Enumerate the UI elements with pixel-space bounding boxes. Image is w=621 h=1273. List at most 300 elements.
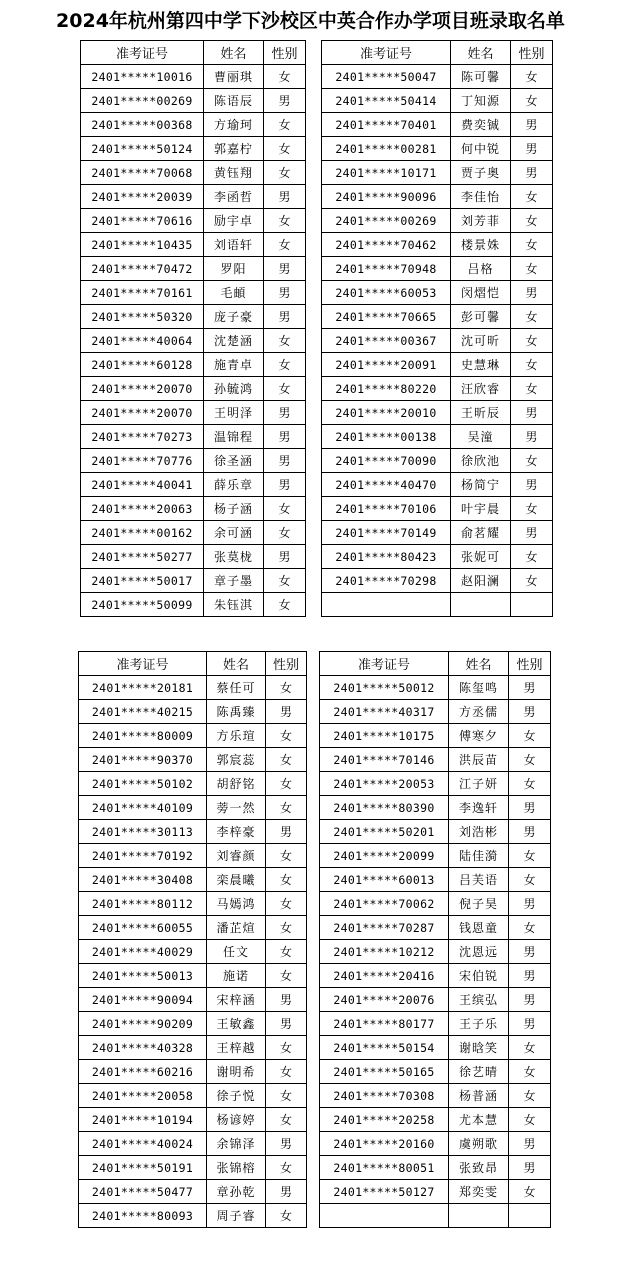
student-name-cell: 杨谚婷 <box>207 1108 266 1132</box>
student-name-cell: 潘芷煊 <box>207 916 266 940</box>
exam-id-cell: 2401*****80423 <box>322 545 451 569</box>
exam-id-cell: 2401*****70090 <box>322 449 451 473</box>
exam-id-cell: 2401*****50191 <box>79 1156 207 1180</box>
table-row <box>320 964 551 988</box>
header-exam-id: 准考证号 <box>79 652 207 676</box>
exam-id-cell: 2401*****70287 <box>320 916 449 940</box>
gender-cell: 女 <box>264 377 306 401</box>
exam-id-cell: 2401*****30408 <box>79 868 207 892</box>
student-name-cell: 章孙乾 <box>207 1180 266 1204</box>
table-row <box>81 257 306 281</box>
exam-id-cell: 2401*****20160 <box>320 1132 449 1156</box>
table-row <box>79 892 307 916</box>
table-row <box>322 329 553 353</box>
table-row <box>81 89 306 113</box>
gender-cell: 女 <box>511 353 553 377</box>
exam-id-cell: 2401*****50102 <box>79 772 207 796</box>
gender-cell: 女 <box>509 748 551 772</box>
table-row <box>320 1012 551 1036</box>
gender-cell: 男 <box>509 820 551 844</box>
table-row <box>81 569 306 593</box>
admission-table-bottom-right <box>319 651 551 1228</box>
gender-cell: 女 <box>264 209 306 233</box>
student-name-cell: 郭嘉柠 <box>204 137 264 161</box>
exam-id-cell: 2401*****00138 <box>322 425 451 449</box>
gender-cell: 男 <box>511 521 553 545</box>
gender-cell: 女 <box>266 1060 307 1084</box>
gender-cell: 男 <box>264 305 306 329</box>
exam-id-cell: 2401*****90094 <box>79 988 207 1012</box>
table-row <box>320 724 551 748</box>
exam-id-cell: 2401*****50099 <box>81 593 204 617</box>
exam-id-cell: 2401*****00368 <box>81 113 204 137</box>
gender-cell: 男 <box>266 820 307 844</box>
table-row <box>79 772 307 796</box>
gender-cell: 女 <box>511 65 553 89</box>
exam-id-cell: 2401*****50127 <box>320 1180 449 1204</box>
table-row <box>322 473 553 497</box>
student-name-cell: 谢明希 <box>207 1060 266 1084</box>
student-name-cell: 郑奕雯 <box>449 1180 509 1204</box>
exam-id-cell: 2401*****50012 <box>320 676 449 700</box>
student-name-cell: 张妮可 <box>451 545 511 569</box>
table-row <box>81 185 306 209</box>
table-row <box>79 1084 307 1108</box>
exam-id-cell: 2401*****60013 <box>320 868 449 892</box>
student-name-cell: 虞朔歌 <box>449 1132 509 1156</box>
student-name-cell: 李逸轩 <box>449 796 509 820</box>
exam-id-cell: 2401*****50165 <box>320 1060 449 1084</box>
student-name-cell: 陈玺鸣 <box>449 676 509 700</box>
header-exam-id: 准考证号 <box>322 41 451 65</box>
exam-id-cell: 2401*****50154 <box>320 1036 449 1060</box>
exam-id-cell: 2401*****70401 <box>322 113 451 137</box>
table-row <box>81 305 306 329</box>
exam-id-cell: 2401*****80177 <box>320 1012 449 1036</box>
gender-cell: 女 <box>509 868 551 892</box>
exam-id-cell: 2401*****70149 <box>322 521 451 545</box>
admission-table-top-right <box>321 40 553 617</box>
exam-id-cell: 2401*****20091 <box>322 353 451 377</box>
table-row <box>320 1036 551 1060</box>
gender-cell: 女 <box>511 305 553 329</box>
table-row <box>322 305 553 329</box>
gender-cell: 男 <box>264 185 306 209</box>
student-name-cell: 李函哲 <box>204 185 264 209</box>
student-name-cell <box>449 1204 509 1228</box>
gender-cell: 男 <box>509 1012 551 1036</box>
exam-id-cell: 2401*****20063 <box>81 497 204 521</box>
table-row <box>320 1156 551 1180</box>
gender-cell: 女 <box>266 1156 307 1180</box>
table-row <box>320 1180 551 1204</box>
student-name-cell: 何中锐 <box>451 137 511 161</box>
student-name-cell: 陈语辰 <box>204 89 264 113</box>
student-name-cell: 俞茗耀 <box>451 521 511 545</box>
gender-cell: 女 <box>264 65 306 89</box>
gender-cell: 男 <box>509 940 551 964</box>
exam-id-cell: 2401*****50414 <box>322 89 451 113</box>
exam-id-cell: 2401*****70106 <box>322 497 451 521</box>
gender-cell: 女 <box>264 233 306 257</box>
gender-cell: 男 <box>509 676 551 700</box>
exam-id-cell: 2401*****50017 <box>81 569 204 593</box>
gender-cell: 女 <box>509 1036 551 1060</box>
gender-cell: 女 <box>264 113 306 137</box>
gender-cell: 男 <box>511 113 553 137</box>
gender-cell: 女 <box>511 329 553 353</box>
student-name-cell: 蒡一然 <box>207 796 266 820</box>
exam-id-cell: 2401*****70616 <box>81 209 204 233</box>
exam-id-cell: 2401*****40470 <box>322 473 451 497</box>
exam-id-cell: 2401*****00367 <box>322 329 451 353</box>
table-row <box>320 748 551 772</box>
exam-id-cell: 2401*****60216 <box>79 1060 207 1084</box>
student-name-cell: 沈楚涵 <box>204 329 264 353</box>
student-name-cell: 倪子昊 <box>449 892 509 916</box>
table-row <box>322 257 553 281</box>
student-name-cell: 方乐瑄 <box>207 724 266 748</box>
table-row <box>81 497 306 521</box>
exam-id-cell: 2401*****10175 <box>320 724 449 748</box>
student-name-cell: 李梓豪 <box>207 820 266 844</box>
student-name-cell: 王缤弘 <box>449 988 509 1012</box>
table-row <box>322 161 553 185</box>
header-name: 姓名 <box>207 652 266 676</box>
student-name-cell: 彭可馨 <box>451 305 511 329</box>
gender-cell: 女 <box>511 209 553 233</box>
exam-id-cell: 2401*****70146 <box>320 748 449 772</box>
student-name-cell: 朱钰淇 <box>204 593 264 617</box>
table-row <box>79 1108 307 1132</box>
gender-cell: 女 <box>266 676 307 700</box>
header-gender: 性别 <box>266 652 307 676</box>
gender-cell: 女 <box>266 1036 307 1060</box>
table-row <box>81 449 306 473</box>
exam-id-cell: 2401*****60053 <box>322 281 451 305</box>
table-row <box>81 353 306 377</box>
table-row <box>320 916 551 940</box>
exam-id-cell: 2401*****20070 <box>81 377 204 401</box>
student-name-cell: 施青卓 <box>204 353 264 377</box>
gender-cell: 男 <box>264 281 306 305</box>
student-name-cell: 王梓越 <box>207 1036 266 1060</box>
gender-cell: 女 <box>511 545 553 569</box>
table-row <box>322 209 553 233</box>
student-name-cell: 尤本慧 <box>449 1108 509 1132</box>
table-row <box>320 892 551 916</box>
table-row <box>81 233 306 257</box>
gender-cell: 女 <box>266 964 307 988</box>
header-name: 姓名 <box>204 41 264 65</box>
student-name-cell: 王明泽 <box>204 401 264 425</box>
exam-id-cell: 2401*****80009 <box>79 724 207 748</box>
table-header-row <box>322 41 553 65</box>
exam-id-cell: 2401*****40109 <box>79 796 207 820</box>
table-row <box>322 113 553 137</box>
table-row <box>322 377 553 401</box>
gender-cell <box>509 1204 551 1228</box>
gender-cell: 男 <box>266 1012 307 1036</box>
gender-cell: 男 <box>266 1180 307 1204</box>
table-row <box>79 868 307 892</box>
table-row <box>79 1132 307 1156</box>
student-name-cell: 周子睿 <box>207 1204 266 1228</box>
table-row <box>322 65 553 89</box>
gender-cell: 女 <box>266 1204 307 1228</box>
gender-cell: 女 <box>509 1108 551 1132</box>
student-name-cell: 沈可昕 <box>451 329 511 353</box>
student-name-cell: 张锦榕 <box>207 1156 266 1180</box>
header-exam-id: 准考证号 <box>320 652 449 676</box>
exam-id-cell: 2401*****30113 <box>79 820 207 844</box>
table-row <box>320 820 551 844</box>
table-row <box>81 161 306 185</box>
gender-cell: 男 <box>264 473 306 497</box>
student-name-cell: 刘语轩 <box>204 233 264 257</box>
gender-cell: 女 <box>511 233 553 257</box>
exam-id-cell: 2401*****20258 <box>320 1108 449 1132</box>
gender-cell: 女 <box>264 521 306 545</box>
exam-id-cell: 2401*****00162 <box>81 521 204 545</box>
exam-id-cell: 2401*****80390 <box>320 796 449 820</box>
student-name-cell: 杨子涵 <box>204 497 264 521</box>
exam-id-cell: 2401*****90096 <box>322 185 451 209</box>
student-name-cell: 励宇卓 <box>204 209 264 233</box>
table-row <box>320 868 551 892</box>
exam-id-cell: 2401*****10194 <box>79 1108 207 1132</box>
exam-id-cell: 2401*****70776 <box>81 449 204 473</box>
gender-cell: 男 <box>264 257 306 281</box>
gender-cell: 女 <box>264 329 306 353</box>
exam-id-cell: 2401*****20070 <box>81 401 204 425</box>
gender-cell: 女 <box>509 724 551 748</box>
gender-cell: 女 <box>264 161 306 185</box>
table-row <box>81 521 306 545</box>
gender-cell: 女 <box>266 892 307 916</box>
student-name-cell: 费奕铖 <box>451 113 511 137</box>
gender-cell: 男 <box>509 1132 551 1156</box>
table-row <box>79 1204 307 1228</box>
exam-id-cell: 2401*****00281 <box>322 137 451 161</box>
exam-id-cell: 2401*****10212 <box>320 940 449 964</box>
table-row <box>81 281 306 305</box>
exam-id-cell: 2401*****80051 <box>320 1156 449 1180</box>
student-name-cell: 方瑜珂 <box>204 113 264 137</box>
exam-id-cell: 2401*****50477 <box>79 1180 207 1204</box>
student-name-cell: 徐欣池 <box>451 449 511 473</box>
exam-id-cell: 2401*****20010 <box>322 401 451 425</box>
gender-cell: 男 <box>509 1156 551 1180</box>
table-row <box>322 545 553 569</box>
student-name-cell: 贾子奥 <box>451 161 511 185</box>
admission-table-top-left <box>80 40 306 617</box>
gender-cell: 女 <box>511 497 553 521</box>
table-row <box>320 1132 551 1156</box>
table-row <box>322 497 553 521</box>
student-name-cell: 温锦程 <box>204 425 264 449</box>
student-name-cell: 张莫栊 <box>204 545 264 569</box>
exam-id-cell: 2401*****70161 <box>81 281 204 305</box>
gender-cell: 男 <box>264 425 306 449</box>
exam-id-cell: 2401*****00269 <box>322 209 451 233</box>
gender-cell: 男 <box>511 281 553 305</box>
student-name-cell: 钱恩童 <box>449 916 509 940</box>
table-row <box>79 916 307 940</box>
gender-cell: 女 <box>511 257 553 281</box>
exam-id-cell: 2401*****50047 <box>322 65 451 89</box>
student-name-cell: 郭宸蕊 <box>207 748 266 772</box>
gender-cell: 女 <box>266 844 307 868</box>
table-header-row <box>79 652 307 676</box>
gender-cell: 女 <box>509 916 551 940</box>
exam-id-cell: 2401*****90370 <box>79 748 207 772</box>
gender-cell: 女 <box>511 377 553 401</box>
student-name-cell: 章子墨 <box>204 569 264 593</box>
student-name-cell: 栾晨曦 <box>207 868 266 892</box>
table-row <box>322 185 553 209</box>
table-row <box>322 569 553 593</box>
table-row <box>322 425 553 449</box>
table-row <box>81 137 306 161</box>
exam-id-cell: 2401*****70273 <box>81 425 204 449</box>
table-row <box>81 473 306 497</box>
table-row <box>322 521 553 545</box>
student-name-cell: 宋梓涵 <box>207 988 266 1012</box>
exam-id-cell: 2401*****40328 <box>79 1036 207 1060</box>
student-name-cell: 汪欣睿 <box>451 377 511 401</box>
gender-cell: 女 <box>509 844 551 868</box>
student-name-cell: 陈禹臻 <box>207 700 266 724</box>
student-name-cell: 刘芳菲 <box>451 209 511 233</box>
exam-id-cell: 2401*****50013 <box>79 964 207 988</box>
table-row <box>320 988 551 1012</box>
exam-id-cell: 2401*****70462 <box>322 233 451 257</box>
exam-id-cell: 2401*****10016 <box>81 65 204 89</box>
student-name-cell: 庞子豪 <box>204 305 264 329</box>
student-name-cell: 王敏鑫 <box>207 1012 266 1036</box>
exam-id-cell: 2401*****50201 <box>320 820 449 844</box>
student-name-cell: 吴潼 <box>451 425 511 449</box>
table-row <box>322 593 553 617</box>
exam-id-cell: 2401*****80112 <box>79 892 207 916</box>
gender-cell: 女 <box>264 353 306 377</box>
student-name-cell: 吕芙语 <box>449 868 509 892</box>
gender-cell: 女 <box>264 593 306 617</box>
gender-cell: 女 <box>266 1084 307 1108</box>
table-row <box>79 964 307 988</box>
table-row <box>81 425 306 449</box>
header-name: 姓名 <box>451 41 511 65</box>
header-gender: 性别 <box>511 41 553 65</box>
table-row <box>322 89 553 113</box>
exam-id-cell: 2401*****90209 <box>79 1012 207 1036</box>
student-name-cell: 黄钰翔 <box>204 161 264 185</box>
exam-id-cell: 2401*****80220 <box>322 377 451 401</box>
student-name-cell: 余可涵 <box>204 521 264 545</box>
gender-cell: 男 <box>509 892 551 916</box>
table-header-row <box>320 652 551 676</box>
gender-cell: 男 <box>264 89 306 113</box>
exam-id-cell: 2401*****70665 <box>322 305 451 329</box>
student-name-cell: 毛頔 <box>204 281 264 305</box>
exam-id-cell: 2401*****50124 <box>81 137 204 161</box>
exam-id-cell: 2401*****20076 <box>320 988 449 1012</box>
exam-id-cell: 2401*****80093 <box>79 1204 207 1228</box>
exam-id-cell: 2401*****20053 <box>320 772 449 796</box>
exam-id-cell: 2401*****50320 <box>81 305 204 329</box>
gender-cell: 女 <box>266 916 307 940</box>
gender-cell: 女 <box>266 748 307 772</box>
exam-id-cell: 2401*****20099 <box>320 844 449 868</box>
exam-id-cell: 2401*****40024 <box>79 1132 207 1156</box>
gender-cell: 男 <box>266 700 307 724</box>
exam-id-cell: 2401*****40029 <box>79 940 207 964</box>
exam-id-cell: 2401*****50277 <box>81 545 204 569</box>
table-row <box>320 772 551 796</box>
exam-id-cell: 2401*****70472 <box>81 257 204 281</box>
gender-cell: 男 <box>266 988 307 1012</box>
gender-cell: 女 <box>511 449 553 473</box>
student-name-cell: 楼景姝 <box>451 233 511 257</box>
table-row <box>79 724 307 748</box>
gender-cell: 男 <box>511 401 553 425</box>
student-name-cell: 吕格 <box>451 257 511 281</box>
table-row <box>79 820 307 844</box>
exam-id-cell: 2401*****70062 <box>320 892 449 916</box>
student-name-cell: 刘浩彬 <box>449 820 509 844</box>
exam-id-cell: 2401*****20058 <box>79 1084 207 1108</box>
student-name-cell: 洪辰苗 <box>449 748 509 772</box>
student-name-cell: 刘睿颜 <box>207 844 266 868</box>
student-name-cell: 沈恩远 <box>449 940 509 964</box>
exam-id-cell: 2401*****60128 <box>81 353 204 377</box>
exam-id-cell: 2401*****70308 <box>320 1084 449 1108</box>
student-name-cell: 徐艺晴 <box>449 1060 509 1084</box>
student-name-cell: 任文 <box>207 940 266 964</box>
gender-cell: 男 <box>511 161 553 185</box>
table-row <box>79 1156 307 1180</box>
gender-cell: 男 <box>511 473 553 497</box>
gender-cell: 女 <box>266 1108 307 1132</box>
table-row <box>81 377 306 401</box>
exam-id-cell: 2401*****70192 <box>79 844 207 868</box>
table-row <box>320 1108 551 1132</box>
student-name-cell: 余锦泽 <box>207 1132 266 1156</box>
gender-cell: 女 <box>266 796 307 820</box>
student-name-cell: 闵熠恺 <box>451 281 511 305</box>
exam-id-cell: 2401*****20181 <box>79 676 207 700</box>
table-row <box>320 1084 551 1108</box>
student-name-cell: 徐子悦 <box>207 1084 266 1108</box>
gender-cell: 女 <box>509 772 551 796</box>
exam-id-cell: 2401*****20416 <box>320 964 449 988</box>
student-name-cell: 徐圣涵 <box>204 449 264 473</box>
table-row <box>320 1204 551 1228</box>
table-row <box>79 676 307 700</box>
exam-id-cell <box>320 1204 449 1228</box>
student-name-cell: 王昕辰 <box>451 401 511 425</box>
table-row <box>322 401 553 425</box>
table-row <box>81 209 306 233</box>
exam-id-cell: 2401*****20039 <box>81 185 204 209</box>
student-name-cell: 方丞儒 <box>449 700 509 724</box>
gender-cell: 女 <box>264 569 306 593</box>
table-row <box>79 1036 307 1060</box>
table-row <box>79 1060 307 1084</box>
table-row <box>81 113 306 137</box>
exam-id-cell: 2401*****10171 <box>322 161 451 185</box>
